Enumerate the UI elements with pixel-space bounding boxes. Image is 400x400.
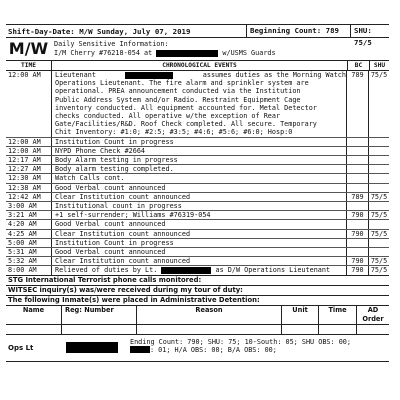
- entry-line: Operations Lieutenant. The fire alarm and sprinkler system are: [55, 79, 309, 88]
- col-shu: SHU: [369, 61, 389, 70]
- entry-bc: [346, 184, 368, 192]
- entry-time: 8:00 AM: [8, 266, 37, 275]
- entry-bc: [346, 220, 368, 228]
- entry-line: checks conducted. All operative w/the exception of Rear: [55, 112, 281, 121]
- col-bc: BC: [347, 61, 369, 70]
- entry-bc: [346, 239, 368, 247]
- log-entry: [6, 266, 389, 275]
- entry-shu: 75/5: [368, 71, 389, 137]
- shift-log-document: [6, 24, 389, 362]
- shift-code: M/W: [8, 39, 49, 58]
- entry-time: 5:31 AM: [8, 248, 37, 257]
- entry-shu: 75/5: [368, 230, 389, 238]
- entry-time: 12:38 AM: [8, 183, 41, 192]
- admin-detention-row: [6, 325, 389, 335]
- log-entry: [6, 211, 389, 220]
- admin-col-name: Name: [22, 305, 45, 314]
- entry-event: Body Alarm testing in progress: [51, 156, 346, 164]
- entry-event: Institution Count in progress: [51, 138, 346, 146]
- redaction-box: [66, 342, 118, 353]
- entry-event: Watch Calls cont.: [51, 174, 346, 182]
- daily-sensitive-prefix: I/M Cherry #76218-054 at: [54, 49, 153, 57]
- entry-event: Good Verbal count announced: [51, 184, 346, 192]
- stg-section: STG International Terrorist phone calls monitored:: [6, 276, 389, 286]
- entry-event: [51, 266, 346, 274]
- entry-time: 12:00 AM: [8, 146, 41, 155]
- entry-time: 12:42 AM: [8, 192, 41, 201]
- entry-shu: [368, 202, 389, 210]
- entry-time: 5:00 AM: [8, 238, 37, 247]
- admin-cell: [318, 325, 356, 334]
- entry-event: NYPD Phone Check #2664: [51, 147, 346, 155]
- log-entries: [6, 138, 389, 276]
- entry-time: 12:17 AM: [8, 156, 41, 165]
- entry-time: 4:20 AM: [8, 220, 37, 229]
- ops-lt-label: [6, 335, 66, 361]
- admin-col-unit: Unit: [281, 306, 318, 324]
- log-entry: [6, 147, 389, 156]
- entry-line: Chit Inventory: #1:0; #2:5; #3:5; #4:6; #5:6; #6:0; Hosp:0: [55, 128, 293, 137]
- col-time: TIME: [21, 62, 36, 69]
- witsec-section: WITSEC inquiry(s) was/were received during my tour of duty:: [6, 286, 389, 296]
- log-entry: [6, 202, 389, 211]
- entry-shu: 75/5: [368, 257, 389, 265]
- first-log-entry: [6, 71, 389, 138]
- entry-shu: [368, 156, 389, 164]
- column-header-row: [6, 61, 389, 71]
- entry-bc: 790: [346, 230, 368, 238]
- admin-cell: [61, 325, 136, 334]
- daily-sensitive-title: Daily Sensitive Information:: [54, 40, 169, 48]
- entry-bc: 789: [346, 193, 368, 201]
- entry-time: 12:27 AM: [8, 165, 41, 174]
- log-entry: [6, 239, 389, 248]
- entry-shu: [368, 220, 389, 228]
- entry-shu: [368, 174, 389, 182]
- log-entry: [6, 156, 389, 165]
- log-entry: [6, 193, 389, 202]
- admin-col-time: Time: [318, 306, 356, 324]
- redaction-box: [161, 267, 211, 274]
- entry-event: Clear Institution count announced: [51, 230, 346, 238]
- log-entry: [6, 174, 389, 183]
- redaction-box: [125, 72, 173, 79]
- entry-line: Gate/Facilities/R&D. Roof Check completed. All secure. Temporary: [55, 120, 317, 129]
- log-entry: [6, 138, 389, 147]
- entry-bc: 789: [346, 71, 368, 137]
- log-entry: [6, 165, 389, 174]
- entry-event: +1 self-surrender; Williams #76319-054: [51, 211, 346, 219]
- redaction-box: [130, 346, 150, 353]
- entry-event: Good Verbal count announced: [51, 220, 346, 228]
- entry-bc: [346, 138, 368, 146]
- log-entry: [6, 257, 389, 266]
- col-events: CHRONOLOGICAL EVENTS: [51, 61, 347, 70]
- entry-time: 12:00 AM: [8, 137, 41, 146]
- entry-bc: 790: [346, 257, 368, 265]
- shu-count: SHU: 75/5: [350, 25, 389, 37]
- admin-detention-header: [6, 306, 389, 325]
- entry-line: inventory conducted. All equipment accounted for. Metal Detector: [55, 103, 317, 112]
- admin-cell: [6, 325, 61, 334]
- entry-shu: 75/5: [368, 193, 389, 201]
- entry-event: Institution Count in progress: [51, 239, 346, 247]
- entry-event: Good Verbal count announced: [51, 248, 346, 256]
- entry-line: [55, 71, 346, 79]
- entry-time: 3:00 AM: [8, 202, 37, 211]
- entry-line: operational. PREA announcement conducted via the Institution: [55, 87, 301, 96]
- shift-day-date: Shift-Day-Date: M/W Sunday, July 07, 2019: [8, 26, 191, 36]
- ending-text: : 01; H/A OBS: 00; B/A OBS: 00;: [150, 345, 277, 354]
- entry-text: as D/W Operations Lieutenant: [215, 266, 331, 275]
- entry-shu: [368, 165, 389, 173]
- entry-time: 3:21 AM: [8, 211, 37, 220]
- entry-event: [51, 71, 346, 137]
- admin-cell: [356, 325, 389, 334]
- entry-bc: 790: [346, 266, 368, 274]
- entry-line: Public Address System and/or Radio. Restraint Equipment Cage: [55, 95, 301, 104]
- daily-sensitive-line: [54, 49, 276, 58]
- entry-bc: [346, 248, 368, 256]
- admin-col-reason: Reason: [136, 306, 281, 324]
- ops-lt-signature: [66, 335, 126, 361]
- entry-shu: 75/5: [368, 211, 389, 219]
- entry-time: 12:00 AM: [8, 71, 41, 79]
- log-entry: [6, 220, 389, 229]
- log-entry: [6, 184, 389, 193]
- entry-text: Lieutenant: [55, 71, 96, 79]
- entry-shu: [368, 248, 389, 256]
- entry-event: Body alarm testing completed.: [51, 165, 346, 173]
- footer-row: [6, 335, 389, 362]
- entry-time: 4:25 AM: [8, 229, 37, 238]
- admin-cell: [136, 325, 281, 334]
- entry-event: Clear Institution count announced: [51, 193, 346, 201]
- entry-bc: [346, 202, 368, 210]
- entry-bc: [346, 174, 368, 182]
- admin-detention-section: The following Inmate(s) were placed in Administrative Detention:: [6, 296, 389, 306]
- entry-event: Institutional count in progress: [51, 202, 346, 210]
- entry-bc: [346, 165, 368, 173]
- entry-bc: [346, 147, 368, 155]
- entry-shu: [368, 239, 389, 247]
- ops-lt-text: Ops Lt: [8, 343, 34, 352]
- ending-line: [130, 346, 351, 354]
- entry-bc: [346, 156, 368, 164]
- entry-shu: [368, 184, 389, 192]
- daily-sensitive-suffix: w/USMS Guards: [222, 49, 276, 57]
- log-entry: [6, 248, 389, 257]
- redaction-box: [156, 50, 218, 57]
- entry-shu: 75/5: [368, 266, 389, 274]
- entry-time: 12:30 AM: [8, 174, 41, 183]
- daily-sensitive-info: [51, 38, 276, 60]
- ending-count: [126, 335, 351, 361]
- entry-time: 5:32 AM: [8, 257, 37, 266]
- entry-text: Relieved of duties by Lt.: [55, 266, 158, 275]
- entry-text: assumes duties as the Morning Watch: [202, 71, 346, 79]
- entry-bc: 790: [346, 211, 368, 219]
- log-entry: [6, 230, 389, 239]
- admin-col-reg: Reg: Number: [61, 306, 136, 324]
- admin-cell: [281, 325, 318, 334]
- admin-col-ad-order: AD Order: [356, 306, 389, 324]
- shift-info-row: [6, 38, 389, 61]
- entry-event: Clear Institution count announced: [51, 257, 346, 265]
- entry-shu: [368, 147, 389, 155]
- entry-shu: [368, 138, 389, 146]
- ending-line: Ending Count: 790; SHU: 75; 10-South: 05; SHU OBS: 00;: [130, 337, 351, 346]
- beginning-count: Beginning Count: 789: [246, 25, 350, 37]
